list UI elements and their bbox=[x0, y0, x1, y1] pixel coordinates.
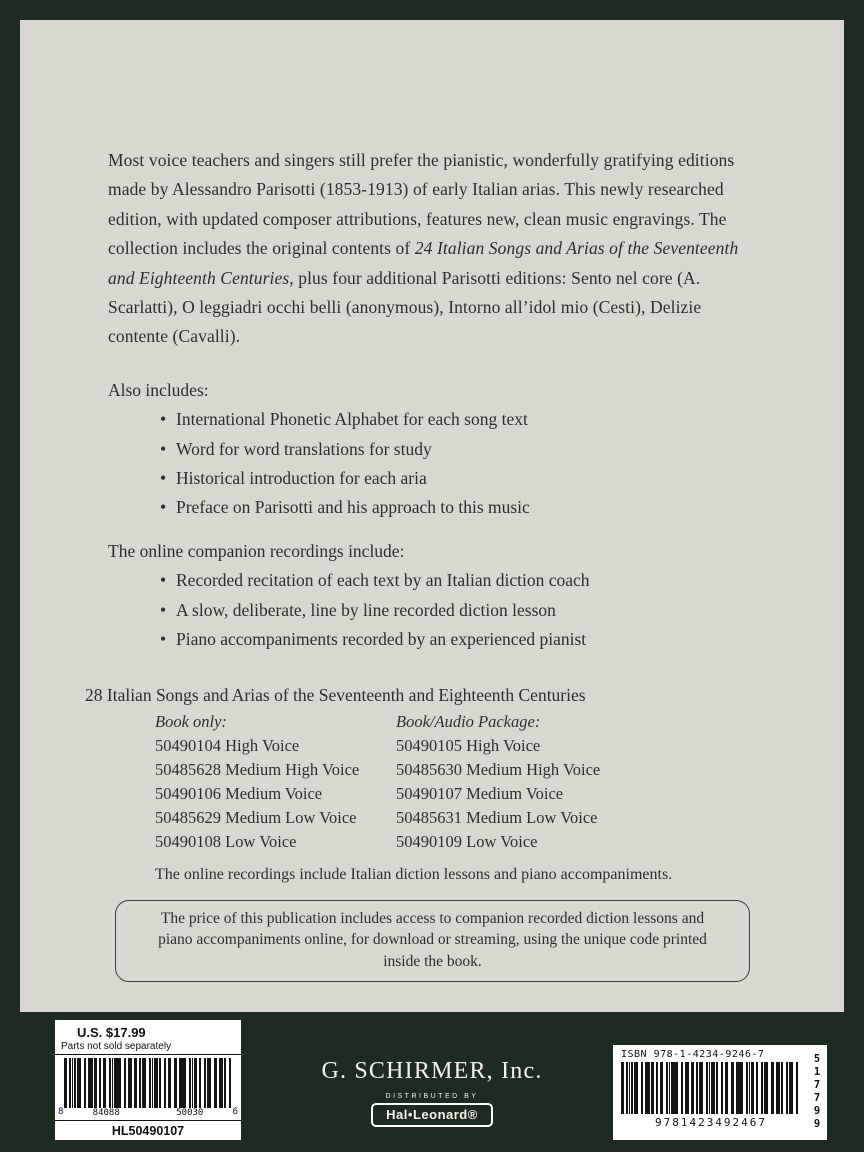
upc-barcode-area bbox=[55, 1055, 241, 1120]
access-code-notice-box bbox=[115, 900, 750, 983]
list-item: • A slow, deliberate, line by line recorded diction lesson bbox=[160, 596, 779, 625]
list-item: • Preface on Parisotti and his approach to this music bbox=[160, 493, 779, 522]
upc-barcode bbox=[64, 1058, 231, 1119]
upc-check-digit: 6 bbox=[232, 1107, 238, 1117]
catalog-row: 50490109 Low Voice bbox=[396, 831, 538, 851]
hal-leonard-logo: Hal•Leonard® bbox=[371, 1103, 493, 1127]
catalog-columns bbox=[155, 710, 779, 854]
publisher-logo: G. SCHIRMER, Inc. bbox=[321, 1058, 543, 1084]
price-label: U.S. $17.99 bbox=[77, 1025, 146, 1040]
publisher-block bbox=[252, 1058, 612, 1127]
catalog-title: 28 Italian Songs and Arias of the Seventeenth and Eighteenth Centuries bbox=[85, 684, 586, 705]
catalog-row: 50490104 High Voice bbox=[155, 735, 300, 755]
intro-text-2: , plus four additional Parisotti editions: Sento nel core (A. Scarlatti), O leggiadri occhi belli (anonymous), Intorno all’idol mio (Cesti), Delizie contente (Cavalli). bbox=[108, 267, 702, 347]
barcode-bars bbox=[621, 1062, 801, 1114]
catalog-row: 50490106 Medium Voice bbox=[155, 783, 323, 803]
recordings-heading: The online companion recordings include: bbox=[108, 540, 405, 561]
recordings-note: The online recordings include Italian diction lessons and piano accompaniments. bbox=[155, 865, 673, 883]
cover-content bbox=[20, 20, 779, 982]
recordings-list bbox=[160, 566, 779, 654]
list-item: • Piano accompaniments recorded by an experienced pianist bbox=[160, 625, 779, 654]
upc-lead-digit: 8 bbox=[58, 1107, 64, 1117]
catalog-row: 50485628 Medium High Voice bbox=[155, 759, 360, 779]
list-item: • Recorded recitation of each text by an Italian diction coach bbox=[160, 566, 779, 595]
catalog-column-header: Book/Audio Package: bbox=[396, 711, 541, 731]
upc-digit-group: 84088 bbox=[92, 1108, 120, 1118]
catalog-row: 50485631 Medium Low Voice bbox=[396, 807, 598, 827]
catalog-column-header: Book only: bbox=[155, 711, 227, 731]
isbn-label: ISBN 978-1-4234-9246-7 bbox=[621, 1049, 765, 1060]
list-item: • International Phonetic Alphabet for each song text bbox=[160, 405, 779, 434]
intro-paragraph bbox=[108, 146, 756, 352]
intro-text-1: Most voice teachers and singers still prefer the pianistic, wonderfully gratifying editions made by Alessandro Parisotti (1853-1913) of early Italian arias. This newly researched edition, with updated composer attributions, features new, clean music engravings. The collection includes the original contents of bbox=[108, 150, 735, 259]
access-code-notice-text: The price of this publication includes access to companion recorded diction lessons and piano accompaniments online, for download or streaming, using the unique code printed inside the book. bbox=[158, 909, 707, 970]
price-code-vertical: 517799 bbox=[811, 1053, 823, 1131]
catalog-column-book-audio bbox=[396, 710, 600, 854]
catalog-row: 50490107 Medium Voice bbox=[396, 783, 564, 803]
also-includes-list bbox=[160, 405, 779, 523]
referenced-book-title: 24 Italian Songs and Arias of the Seventeenth and Eighteenth Centuries bbox=[108, 238, 739, 288]
barcode-bars bbox=[64, 1058, 231, 1108]
also-includes-heading: Also includes: bbox=[108, 379, 209, 400]
catalog-column-book-only bbox=[155, 710, 396, 854]
parts-note: Parts not sold separately bbox=[61, 1041, 172, 1052]
cover-panel bbox=[20, 20, 844, 1012]
distributed-by-label: DISTRIBUTED BY bbox=[385, 1093, 479, 1100]
catalog-row: 50485629 Medium Low Voice bbox=[155, 807, 357, 827]
list-item: • Historical introduction for each aria bbox=[160, 464, 779, 493]
catalog-row: 50490105 High Voice bbox=[396, 735, 541, 755]
price-barcode-box bbox=[55, 1020, 241, 1140]
upc-digit-group: 50030 bbox=[176, 1108, 204, 1118]
catalog-row: 50485630 Medium High Voice bbox=[396, 759, 601, 779]
list-item: • Word for word translations for study bbox=[160, 435, 779, 464]
ean-digits: 9781423492467 bbox=[654, 1116, 768, 1129]
upc-digits bbox=[64, 1108, 231, 1119]
footer-strip bbox=[0, 1012, 864, 1152]
isbn-barcode-box bbox=[613, 1045, 827, 1140]
hl-catalog-number: HL50490107 bbox=[111, 1124, 185, 1138]
catalog-row: 50490108 Low Voice bbox=[155, 831, 297, 851]
